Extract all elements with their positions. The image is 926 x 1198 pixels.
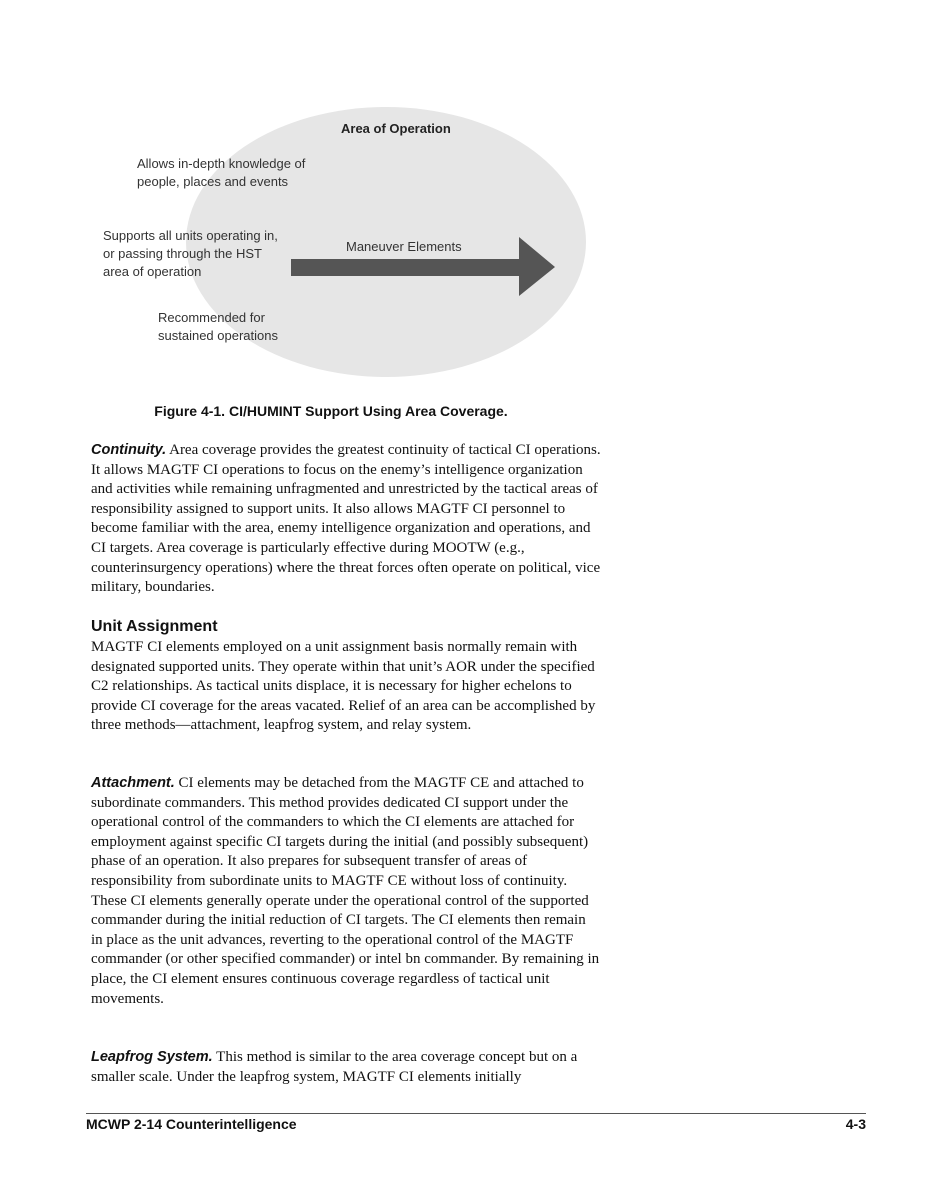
paragraph-text: CI elements may be detached from the MAGTF CE and attached to subordinate commanders. This method provides dedicated CI support under the operational control of the commanders to which the CI elements are attached for employment against specific CI targets during the initial (and possibly subsequent) phase of an operation. It also prepares for subsequent transfer of areas of responsibility from subordinate units to MAGTF CE without loss of continuity. These CI elements generally operate under the operational control of the supported commander during the initial reduction of CI targets. The CI elements then remain in place as the unit advances, reverting to the operational control of the MAGTF commander (or other specified commander) or intel bn commander. By remaining in place, the CI element ensures continuous coverage regardless of tactical unit movements.: [91, 775, 600, 1007]
label-line: or passing through the HST: [103, 246, 262, 261]
figure-area-coverage: [0, 0, 926, 400]
label-line: Allows in-depth knowledge of: [137, 156, 306, 171]
footer-rule: [86, 1113, 866, 1114]
label-supports-all-units: [103, 227, 278, 281]
figure-title: Area of Operation: [341, 121, 451, 136]
label-line: area of operation: [103, 264, 202, 279]
label-line: Supports all units operating in,: [103, 228, 278, 243]
label-recommended: [158, 309, 278, 345]
runin-heading-attachment: Attachment.: [91, 775, 175, 791]
figure-diagram: [0, 0, 926, 400]
footer-page-number: 4-3: [845, 1116, 866, 1132]
paragraph-attachment: [91, 774, 601, 1009]
runin-heading-continuity: Continuity.: [91, 442, 167, 458]
label-in-depth-knowledge: [137, 155, 305, 191]
paragraph-continuity: [91, 441, 601, 598]
paragraph-leapfrog: [91, 1048, 601, 1087]
figure-caption: Figure 4-1. CI/HUMINT Support Using Area Coverage.: [154, 403, 508, 419]
runin-heading-leapfrog: Leapfrog System.: [91, 1049, 213, 1065]
paragraph-unit-assignment: [91, 638, 601, 736]
label-line: sustained operations: [158, 328, 278, 343]
paragraph-text: Area coverage provides the greatest continuity of tactical CI operations. It allows MAGTF CI operations to focus on the enemy’s intelligence organization and activities while remaining unfragmented and unrestricted by the tactical areas of responsibility assigned to support units. It also allows MAGTF CI personnel to become familiar with the area, enemy intelligence organization and operations, and CI targets. Area coverage is particularly effective during MOOTW (e.g., counterinsurgency operations) where the threat forces often operate on political, vice military, boundaries.: [91, 442, 601, 596]
label-line: people, places and events: [137, 174, 289, 189]
label-line: Recommended for: [158, 310, 265, 325]
paragraph-text: MAGTF CI elements employed on a unit assignment basis normally remain with designated supported units. They operate within that unit’s AOR under the specified C2 relationships. As tactical units displace, it is necessary for higher echelons to provide CI coverage for the areas vacated. Relief of an area can be accomplished by three methods—attachment, leapfrog system, and relay system.: [91, 639, 596, 734]
paragraph-text: This method is similar to the area coverage concept but on a smaller scale. Under the leapfrog system, MAGTF CI elements initially: [91, 1049, 578, 1085]
arrow-label-maneuver-elements: Maneuver Elements: [346, 239, 462, 254]
footer-publication-title: MCWP 2-14 Counterintelligence: [86, 1116, 297, 1132]
section-heading-unit-assignment: Unit Assignment: [91, 618, 218, 635]
